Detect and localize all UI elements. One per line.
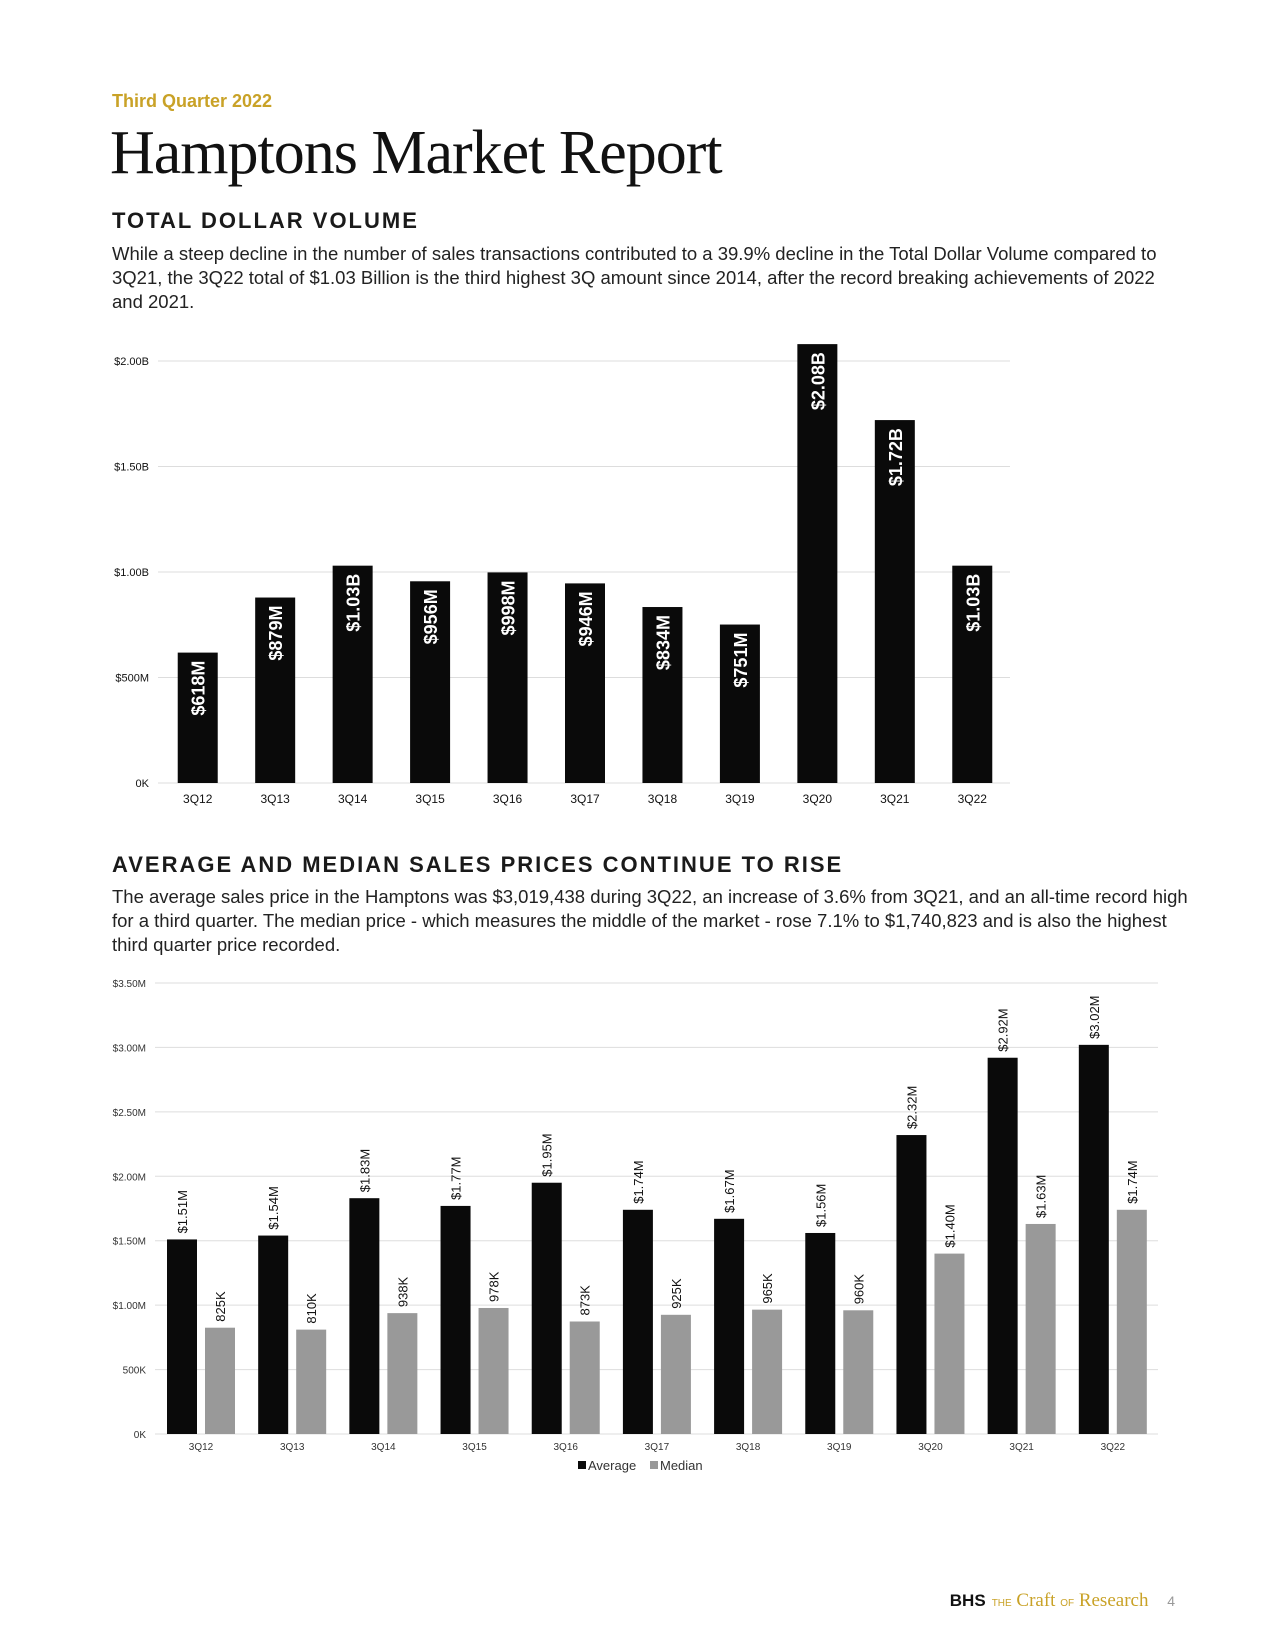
- x-tick-label: 3Q22: [1100, 1442, 1126, 1453]
- footer-the: THE: [991, 1598, 1012, 1609]
- y-tick-label: $2.00B: [114, 356, 149, 368]
- data-label: $879M: [266, 605, 287, 661]
- x-tick-label: 3Q21: [880, 792, 910, 806]
- page-number: 4: [1167, 1593, 1175, 1609]
- median-label: 965K: [760, 1273, 776, 1304]
- x-tick-label: 3Q15: [415, 792, 445, 806]
- section2-paragraph: The average sales price in the Hamptons was $3,019,438 during 3Q22, an increase of 3.6% from 3Q21, and an all-time record high for a third quarter. The median price - which measures the middle of the market - rose 7.1% to $1,740,823 and is also the highest third quarter price recorded.: [112, 886, 1188, 955]
- report-title: Hamptons Market Report: [110, 119, 722, 187]
- y-tick-label: 0K: [133, 1430, 146, 1441]
- average-bar: [896, 1135, 926, 1434]
- data-label: $1.03B: [963, 573, 984, 632]
- footer-research: Research: [1078, 1590, 1149, 1611]
- median-label: 978K: [486, 1271, 502, 1302]
- median-label: 925K: [668, 1278, 684, 1309]
- y-tick-label: 500K: [122, 1365, 146, 1377]
- data-label: $998M: [498, 580, 519, 636]
- x-tick-label: 3Q17: [644, 1442, 670, 1453]
- legend-label-average: Average: [588, 1458, 637, 1473]
- section1-heading: TOTAL DOLLAR VOLUME: [112, 208, 419, 233]
- section1-paragraph: While a steep decline in the number of sales transactions contributed to a 39.9% decline in the Total Dollar Volume compared to 3Q21, the 3Q22 total of $1.03 Billion is the third highest 3Q amount since 2014, after the record breaking achievements of 2022 and 2021.: [112, 243, 1157, 312]
- x-tick-label: 3Q19: [827, 1442, 852, 1453]
- average-label: $1.74M: [630, 1160, 646, 1204]
- average-bar: [805, 1233, 835, 1434]
- average-bar: [1079, 1045, 1109, 1434]
- median-label: 825K: [213, 1291, 228, 1322]
- median-bar: [1026, 1224, 1056, 1434]
- y-tick-label: $3.50M: [112, 979, 146, 990]
- x-tick-label: 3Q15: [462, 1442, 487, 1453]
- y-tick-label: $500M: [115, 672, 149, 685]
- footer-craft: Craft: [1016, 1590, 1056, 1611]
- average-bar: [988, 1058, 1018, 1434]
- average-bar: [167, 1239, 197, 1434]
- median-label: $1.74M: [1124, 1160, 1140, 1204]
- median-bar: [479, 1308, 509, 1434]
- median-bar: [1117, 1210, 1147, 1434]
- average-label: $1.51M: [175, 1190, 190, 1234]
- data-label: $1.72B: [885, 428, 906, 487]
- average-bar: [623, 1210, 653, 1434]
- footer-bhs: BHS: [949, 1591, 986, 1610]
- y-tick-label: $1.50M: [112, 1236, 146, 1248]
- average-label: $1.95M: [539, 1133, 555, 1177]
- y-tick-label: $2.00M: [112, 1172, 146, 1184]
- y-tick-label: $2.50M: [112, 1107, 146, 1119]
- x-tick-label: 3Q13: [260, 792, 290, 806]
- x-tick-label: 3Q19: [725, 792, 755, 806]
- y-tick-label: $1.50B: [114, 461, 149, 474]
- data-label: $2.08B: [808, 352, 829, 411]
- x-tick-label: 3Q17: [570, 792, 600, 806]
- median-label: 810K: [304, 1293, 320, 1324]
- x-tick-label: 3Q18: [647, 792, 678, 806]
- x-tick-label: 3Q12: [183, 792, 213, 806]
- section2-heading: AVERAGE AND MEDIAN SALES PRICES CONTINUE TO RISE: [112, 852, 844, 877]
- x-tick-label: 3Q21: [1009, 1442, 1034, 1453]
- footer-of: OF: [1060, 1598, 1075, 1609]
- median-label: 960K: [851, 1273, 867, 1305]
- y-tick-label: $1.00M: [112, 1301, 146, 1313]
- data-label: $618M: [188, 660, 209, 716]
- x-tick-label: 3Q16: [492, 792, 523, 806]
- y-tick-label: $3.00M: [112, 1043, 146, 1055]
- y-tick-label: $1.00B: [114, 567, 149, 579]
- legend-swatch-median: [650, 1461, 658, 1469]
- x-tick-label: 3Q14: [371, 1442, 396, 1453]
- data-label: $956M: [421, 589, 442, 645]
- x-tick-label: 3Q14: [337, 792, 368, 806]
- median-label: $1.63M: [1033, 1174, 1049, 1218]
- x-tick-label: 3Q20: [918, 1442, 943, 1453]
- average-label: $1.77M: [448, 1156, 464, 1200]
- x-tick-label: 3Q20: [802, 792, 833, 806]
- y-tick-label: 0K: [135, 778, 149, 790]
- median-label: $1.40M: [942, 1204, 958, 1248]
- average-bar: [258, 1236, 288, 1434]
- average-label: $1.56M: [813, 1183, 829, 1227]
- median-bar: [934, 1254, 964, 1434]
- legend-label-median: Median: [660, 1458, 703, 1473]
- average-label: $2.32M: [904, 1085, 920, 1130]
- x-tick-label: 3Q16: [553, 1442, 578, 1453]
- data-label: $1.03B: [343, 573, 364, 632]
- median-bar: [387, 1313, 417, 1434]
- median-label: 938K: [395, 1276, 411, 1308]
- data-label: $751M: [730, 632, 751, 688]
- x-tick-label: 3Q12: [188, 1442, 214, 1453]
- median-bar: [205, 1328, 235, 1434]
- median-bar: [570, 1322, 600, 1434]
- average-label: $1.54M: [266, 1186, 282, 1230]
- footer-brand: [950, 1590, 1175, 1612]
- average-bar: [441, 1206, 471, 1434]
- median-label: 873K: [577, 1285, 593, 1316]
- average-label: $2.92M: [995, 1008, 1011, 1052]
- report-kicker: Third Quarter 2022: [112, 91, 273, 111]
- average-bar: [349, 1198, 379, 1434]
- x-tick-label: 3Q13: [279, 1442, 305, 1453]
- average-bar: [532, 1183, 562, 1434]
- average-label: $3.02M: [1086, 995, 1102, 1039]
- x-tick-label: 3Q22: [957, 792, 987, 806]
- median-bar: [661, 1315, 691, 1434]
- data-label: $834M: [653, 615, 674, 671]
- median-bar: [752, 1310, 782, 1434]
- average-bar: [714, 1219, 744, 1434]
- x-tick-label: 3Q18: [735, 1442, 761, 1453]
- median-bar: [843, 1310, 873, 1434]
- average-label: $1.83M: [357, 1148, 373, 1193]
- data-label: $946M: [576, 591, 596, 647]
- median-bar: [296, 1330, 326, 1434]
- legend-swatch-average: [578, 1461, 586, 1469]
- average-label: $1.67M: [722, 1169, 738, 1213]
